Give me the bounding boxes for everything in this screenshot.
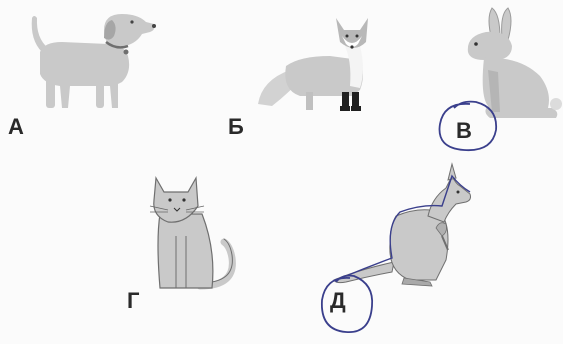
option-label-g: Г xyxy=(127,288,140,313)
rabbit-illustration xyxy=(468,8,562,118)
cat-illustration xyxy=(150,178,232,288)
option-label-d: Д xyxy=(330,288,346,313)
option-label-a: А xyxy=(8,114,24,139)
option-label-v: В xyxy=(456,118,472,143)
fox-illustration xyxy=(258,18,368,111)
option-label-b: Б xyxy=(228,114,244,139)
dog-illustration xyxy=(32,14,156,108)
